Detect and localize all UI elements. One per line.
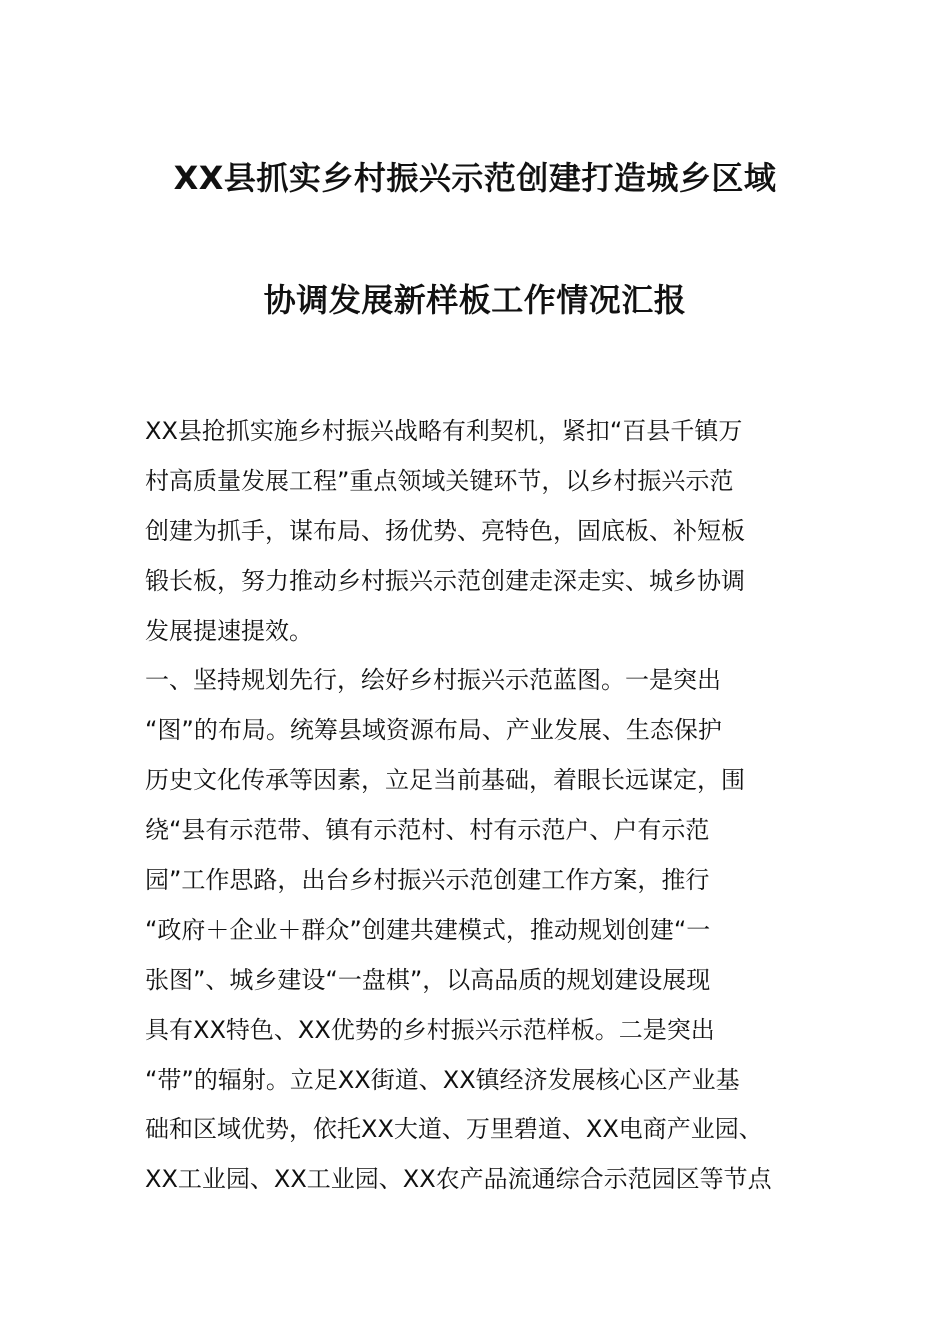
body-line: 村高质量发展工程”重点领域关键环节，以乡村振兴示范 [145,466,734,495]
body-line: 张图”、城乡建设“一盘棋”，以高品质的规划建设展现 [145,965,711,994]
body-line: “政府＋企业＋群众”创建共建模式，推动规划创建“一 [145,915,711,944]
body-line: XX工业园、XX工业园、XX农产品流通综合示范园区等节点 [145,1165,772,1194]
body-line: XX县抢抓实施乡村振兴战略有利契机，紧扣“百县千镇万 [145,417,743,445]
body-line: 历史文化传承等因素，立足当前基础，着眼长远谋定，围 [145,766,745,795]
document-body [145,407,810,1205]
body-line: “图”的布局。统筹县域资源布局、产业发展、生态保护 [145,716,722,745]
body-line: 具有XX特色、XX优势的乡村振兴示范样板。二是突出 [145,1015,715,1044]
body-line: “带”的辐射。立足XX街道、XX镇经济发展核心区产业基 [145,1065,740,1094]
body-line: 锻长板，努力推动乡村振兴示范创建走深走实、城乡协调 [145,566,745,595]
document-title-line-1: XX县抓实乡村振兴示范创建打造城乡区域 [173,159,777,197]
body-line: 园”工作思路，出台乡村振兴示范创建工作方案，推行 [145,866,710,895]
body-line: 发展提速提效。 [145,616,313,645]
body-line: 础和区域优势，依托XX大道、万里碧道、XX电商产业园、 [145,1115,763,1144]
body-line: 绕“县有示范带、镇有示范村、村有示范户、户有示范 [145,816,710,845]
body-line: 创建为抓手，谋布局、扬优势、亮特色，固底板、补短板 [145,516,745,545]
section-heading-line: 一、坚持规划先行，绘好乡村振兴示范蓝图。一是突出 [145,666,721,695]
document-title-line-2: 协调发展新样板工作情况汇报 [263,281,687,319]
